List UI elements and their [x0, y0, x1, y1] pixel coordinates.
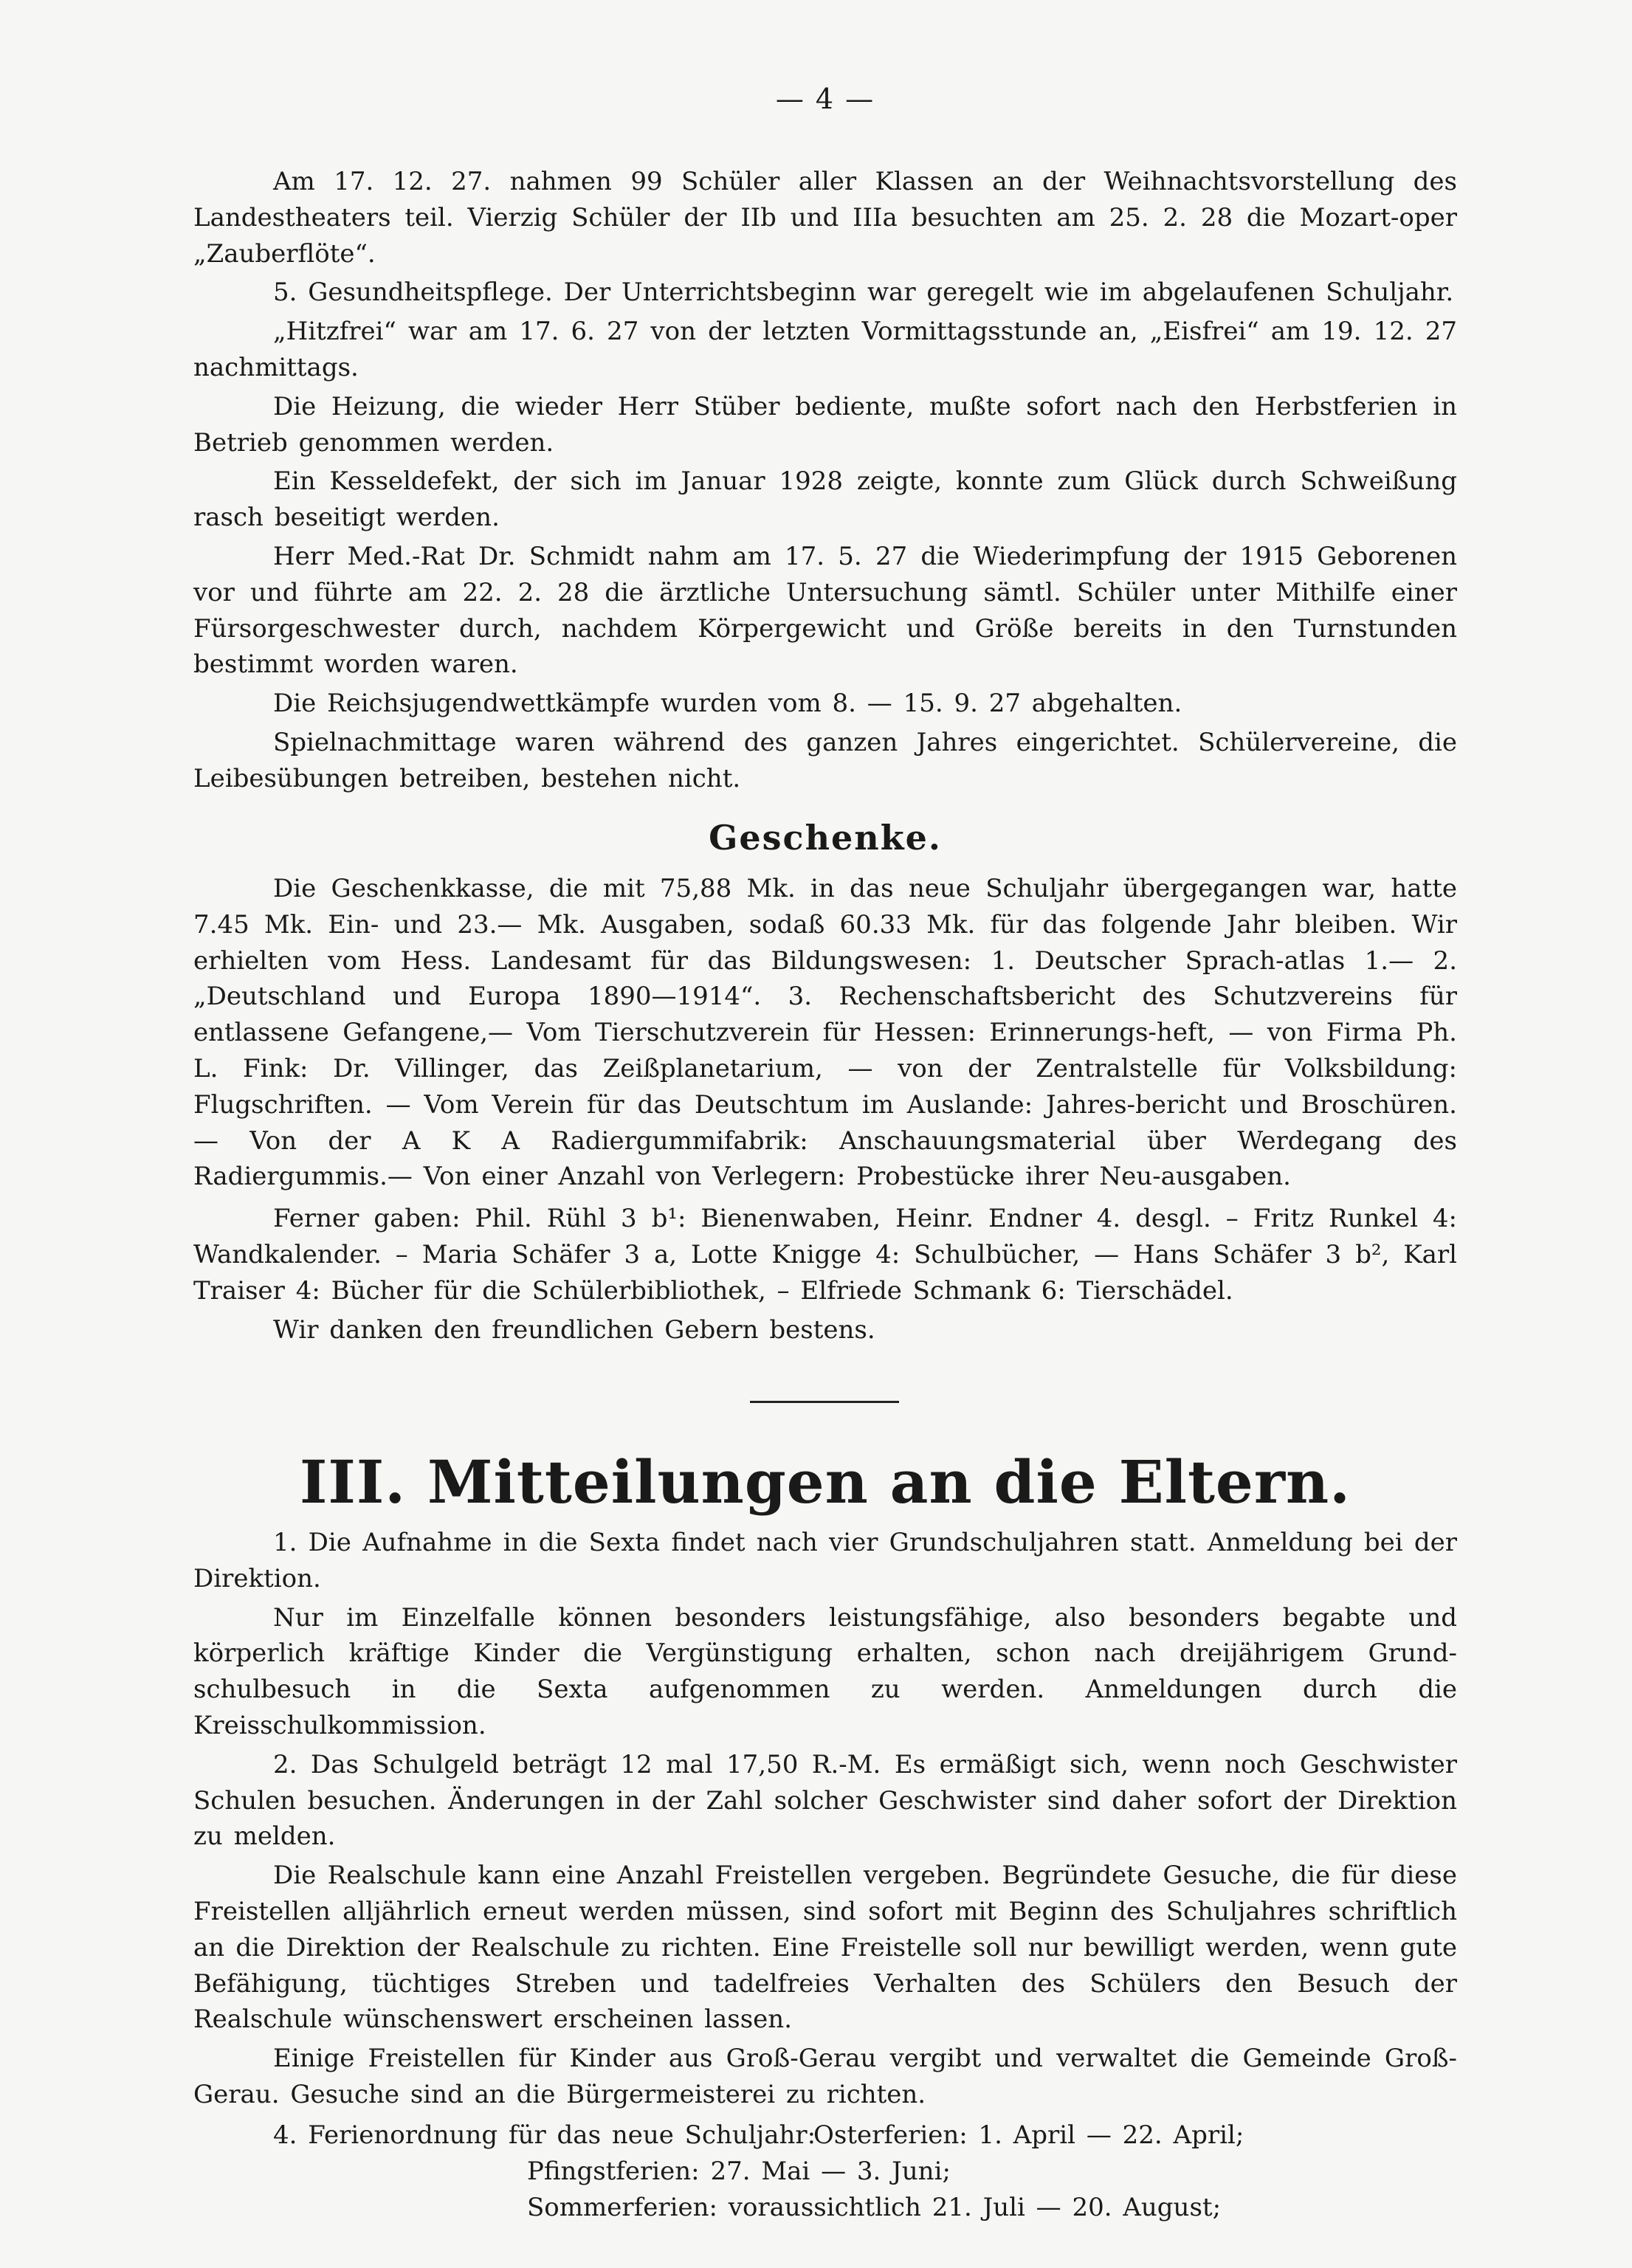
paragraph-gemeinde-freistellen: Einige Freistellen für Kinder aus Groß-Gerau vergibt und verwaltet die Gemeinde Groß-Gerau. Gesuche sind an die Bürgermeisterei zu richten. [193, 2044, 1457, 2109]
ferienordnung [193, 2117, 1457, 2228]
ferienordnung-label: 4. Ferienordnung für das neue Schuljahr: [273, 2120, 816, 2150]
paragraph-schulgeld: 2. Das Schulgeld beträgt 12 mal 17,50 R.-M. Es ermäßigt sich, wenn noch Geschwister Schulen besuchen. Änderungen in der Zahl solcher Geschwister sind daher sofort der Direktion zu melden. [193, 1749, 1457, 1852]
paragraph-kesseldefekt: Ein Kesseldefekt, der sich im Januar 1928 zeigte, konnte zum Glück durch Schweißung rasch beseitigt werden. [193, 466, 1457, 533]
ferien-pfingst: Pfingstferien: 27. Mai — 3. Juni; [527, 2156, 951, 2186]
section-divider [750, 1401, 899, 1403]
section-geschenke [193, 818, 1457, 1348]
heading-geschenke: Geschenke. [709, 818, 942, 858]
section-mitteilungen [193, 1445, 1457, 2228]
ferien-sommer: Sommerferien: voraussichtlich 21. Juli — 20. August; [527, 2192, 1222, 2222]
paragraph-dank: Wir danken den freundlichen Gebern bestens. [273, 1314, 875, 1345]
ferien-oster: Osterferien: 1. April — 22. April; [813, 2120, 1244, 2150]
page-number: — 4 — [775, 83, 875, 115]
paragraph-wettkaempfe: Die Reichsjugendwettkämpfe wurden vom 8. — 15. 9. 27 abgehalten. [273, 689, 1182, 719]
paragraph-impfung: Herr Med.-Rat Dr. Schmidt nahm am 17. 5. 27 die Wiederimpfung der 1915 Geborenen vor und führte am 22. 2. 28 die ärztliche Untersuchung sämtl. Schüler unter Mithilfe einer Fürsorgeschwester durch, nachdem Körpergewicht und Größe bereits in den Turnstunden bestimmt worden waren. [193, 541, 1457, 680]
paragraph-health: 5. Gesundheitspflege. Der Unterrichtsbeginn war geregelt wie im abgelaufenen Schuljahr. [273, 278, 1454, 308]
heading-mitteilungen: III. Mitteilungen an die Eltern. [300, 1447, 1351, 1517]
section-school-activities [193, 164, 1457, 797]
paragraph-hitzfrei: „Hitzfrei“ war am 17. 6. 27 von der letzten Vormittagsstunde an, „Eisfrei“ am 19. 12. 27 nachmittags. [193, 317, 1457, 382]
paragraph-ferner-gaben: Ferner gaben: Phil. Rühl 3 b¹: Bienenwaben, Heinr. Endner 4. desgl. – Fritz Runkel 4: Wandkalender. – Maria Schäfer 3 a, Lotte Knigge 4: Schulbücher, — Hans Schäfer 3 b², Karl Traiser 4: Bücher für die Schülerbibliothek, – Elfriede Schmank 6: Tierschädel. [193, 1204, 1457, 1306]
paragraph-einzelfall: Nur im Einzelfalle können besonders leistungsfähige, also besonders begabte und körperlich kräftige Kinder die Vergünstigung erhalten, schon nach dreijährigem Grund-schulbesuch in die Sexta aufgenommen zu werden. Anmeldungen durch die Kreisschulkommission. [193, 1602, 1457, 1740]
paragraph-aufnahme: 1. Die Aufnahme in die Sexta findet nach vier Grundschuljahren statt. Anmeldung bei der Direktion. [193, 1528, 1457, 1593]
paragraph-spielnachmittage: Spielnachmittage waren während des ganzen Jahres eingerichtet. Schülervereine, die Leibesübungen betreiben, bestehen nicht. [193, 727, 1457, 793]
paragraph-heizung: Die Heizung, die wieder Herr Stüber bediente, mußte sofort nach den Herbstferien in Betrieb genommen werden. [193, 391, 1457, 458]
paragraph-theater: Am 17. 12. 27. nahmen 99 Schüler aller Klassen an der Weihnachtsvorstellung des Landestheaters teil. Vierzig Schüler der IIb und IIIa besuchten am 25. 2. 28 die Mozart-oper „Zauberflöte“. [193, 167, 1457, 269]
paragraph-freistellen: Die Realschule kann eine Anzahl Freistellen vergeben. Begründete Gesuche, die für diese Freistellen alljährlich erneut werden müssen, sind sofort mit Beginn des Schuljahres schriftlich an die Direktion der Realschule zu richten. Eine Freistelle soll nur bewilligt werden, wenn gute Befähigung, tüchtiges Streben und tadelfreies Verhalten des Schülers den Besuch der Realschule wünschenswert erscheinen lassen. [193, 1861, 1457, 2035]
paragraph-geschenkkasse: Die Geschenkkasse, die mit 75,88 Mk. in das neue Schuljahr übergegangen war, hatte 7.45 Mk. Ein- und 23.— Mk. Ausgaben, sodaß 60.33 Mk. für das folgende Jahr bleiben. Wir erhielten vom Hess. Landesamt für das Bildungswesen: 1. Deutscher Sprach-atlas 1.— 2. „Deutschland und Europa 1890—1914“. 3. Rechenschaftsbericht des Schutzvereins für entlassene Gefangene,— Vom Tierschutzverein für Hessen: Erinnerungs-heft, — von Firma Ph. L. Fink: Dr. Villinger, das Zeißplanetarium, — von der Zentralstelle für Volksbildung: Flugschriften. — Vom Verein für das Deutschtum im Auslande: Jahres-bericht und Broschüren.— Von der A K A Radiergummifabrik: Anschauungsmaterial über Werdegang des Radiergummis.— Von einer Anzahl von Verlegern: Probestücke ihrer Neu-ausgaben. [193, 874, 1457, 1192]
